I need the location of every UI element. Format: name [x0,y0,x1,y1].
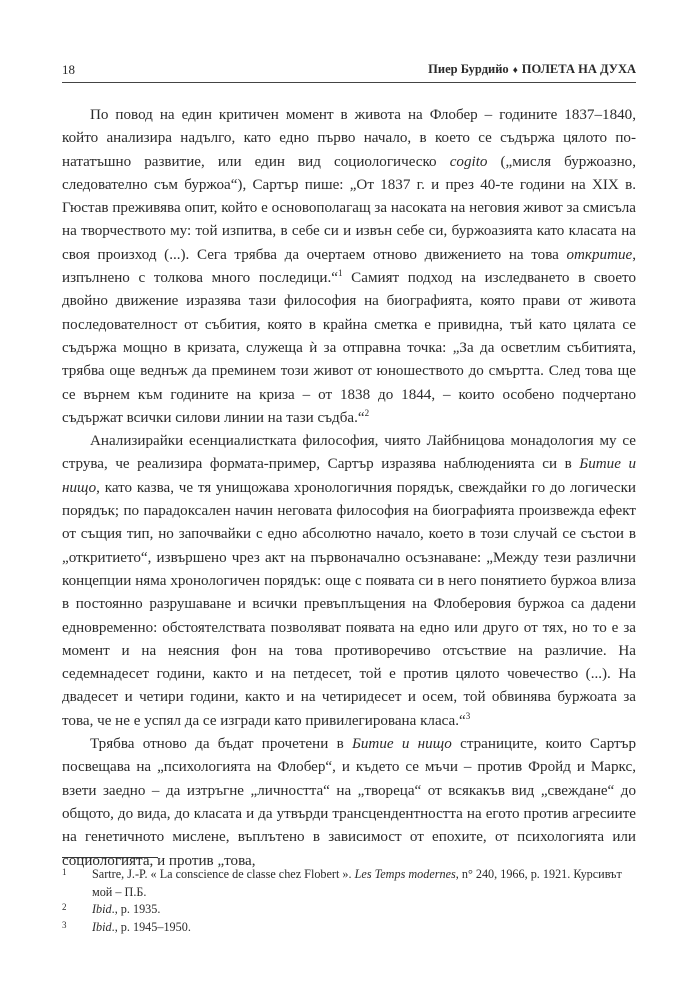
footnote-number: 3 [62,919,67,930]
text-run: По повод на един критичен момент в живота на Флобер – годините 1837–1840, който анализира надълго, като едно първо начало, в което се съдържа цялото по-нататъшно развитие, или един вид социологическо [62,107,636,170]
footnote-ref: 2 [364,407,370,418]
text-run: Sartre, J.-P. « La conscience de classe chez Flobert ». [92,867,355,881]
footnote-rule [62,857,158,858]
italic-text: откритие [566,246,633,263]
running-head [428,62,636,77]
footnote [62,901,636,919]
book-title: ПОЛЕТА НА ДУХА [521,62,636,76]
footnote [62,866,636,901]
text-run: , n° 240, 1966, p. 1921. Курсивът мой – П.Б. [92,867,622,899]
footnote-ref: 3 [465,710,471,721]
text-run: страниците, които Сартър посвещава на „психологията на Флобер“, и където се мъчи – против Фройд и Маркс, взети заедно – да изтръгне „личността“ на „твореца“ от всякакъв вид „свеждане“ до общото, до вида, до класата и да утвърди трансцендентността на егото против агресиите на генетичното мислене, въплътено в зависимост от епохите, от психологията или социологията, и против „това, [62,736,636,869]
footnote [62,919,636,937]
footnote-number: 1 [62,867,67,877]
body-text [62,104,636,873]
italic-text: cogito [449,153,488,170]
paragraph [62,430,636,733]
footnote-ref: 1 [337,268,343,279]
text-run: , изпълнено с толкова много последици.“ [62,246,636,287]
author-name: Пиер Бурдийо [428,62,509,76]
text-run: Самият подход на изследването в своето двойно движение изразява тази философия на биографията, която прави от живота последователност от събития, която в крайна сметка е привидна, тъй като цялата се съдържа мощно в кризата, служеща ѝ за отправна точка: „За да осветлим събитията, трябва още веднъж да преминем този живот от юношеството до смъртта. След това ще се върнем към годините на криза – от 1838 до 1844, – които особено подчертано съдържат всички силови линии на тази съдба.“ [62,270,636,426]
paragraph [62,104,636,430]
text-run: , като казва, че тя унищожава хронологичния порядък, свеждайки го до логически порядък; по парадоксален начин неговата философия на биографията произвежда ефект от същия тип, но започвайки с едно абсолютно начало, което в този случай се състои в „откритието“, извършено чрез акт на първоначално осъзнаване: „Между тези различни концепции няма хронологичен порядък: още с появата си в него понятието буржоа влиза в постоянно разрушаване и всички превъплъщения на Флоберовия буржоа са дадени едновременно: обстоятелствата позволяват появата на едно или друго от тях, но то е за момент и на неясния фон на това противоречиво отсъствие на различие. На седемнадесет години, както и на петдесет, той е против цялото човечество (...). На двадесет и четири години, както и на четиридесет и осем, той обвинява буржоата за това, че не е успял да се изгради като привилегирована класа.“ [62,479,636,729]
text-run: ., p. 1945–1950. [111,919,191,934]
footnote-number: 2 [62,902,67,912]
text-run: Анализирайки есенциалистката философия, чиято Лайбницова монадология му се струва, че реализира формата-пример, Сартър изразява наблюденията си в [62,433,636,473]
running-header [62,60,636,83]
italic-text: Битие и нищо [62,456,636,496]
italic-text: Les Temps modernes [354,867,456,881]
text-run: Трябва отново да бъдат прочетени в [90,736,352,753]
italic-text: Битие и нищо [351,736,452,753]
paragraph [62,733,636,873]
footnotes [62,866,636,936]
diamond-separator-icon: ♦ [512,65,518,76]
page-number: 18 [62,62,75,77]
text-run: ., p. 1935. [111,902,161,916]
text-run: („мисля буржоазно, следователно съм буржоа“), Сартър пише: „От 1837 г. и през 40-те години на XIX в. Гюстав преживява опит, който е основополагащ за насоката на неговия живот за смисъла на творчеството му: той изпитва, в себе си и извън себе си, буржоазията като класата на своя произход (...). Сега трябва да очертаем отново движението на това [62,153,636,263]
italic-text: Ibid [92,902,112,916]
italic-text: Ibid [92,919,112,934]
